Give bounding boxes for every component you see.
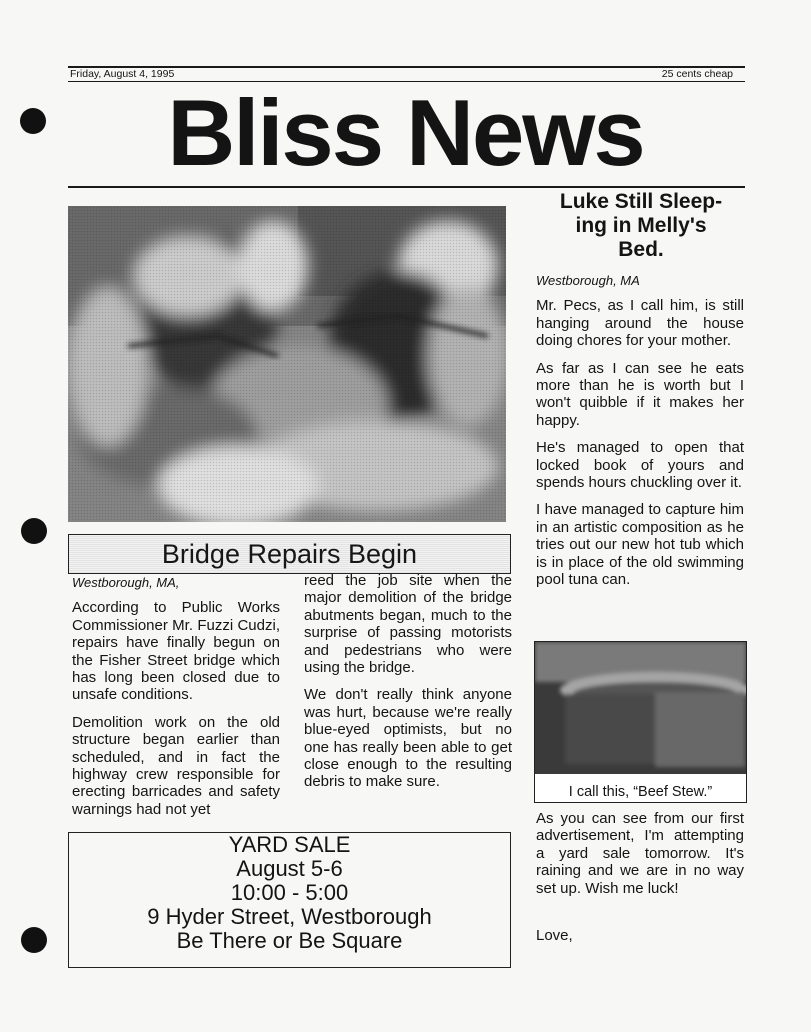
lead-headline-box [68,534,511,574]
side-headline [536,190,746,262]
side-headline-line: ing in Melly's [575,214,707,237]
hot-tub-photo [534,641,747,803]
side-location: Westborough, MA [536,273,640,288]
side-paragraph: Mr. Pecs, as I call him, is still hanging around the house doing chores for your mother. [536,297,744,350]
yard-sale-dates: August 5-6 [236,856,343,881]
yard-sale-title: YARD SALE [228,832,351,857]
yard-sale-slogan: Be There or Be Square [176,928,403,953]
issue-price: 25 cents cheap [661,68,733,80]
lead-location: Westborough, MA, [72,575,180,590]
masthead-title: Bliss News [167,80,644,185]
construction-photo [68,206,506,522]
yard-sale-address: 9 Hyder Street, Westborough [147,904,432,929]
lead-paragraph: According to Public Works Commissioner Mr. Fuzzi Cudzi, repairs have finally begun on the Fisher Street bridge which has long been closed due to unsafe conditions. [72,599,280,704]
yard-sale-ad [68,832,511,968]
lead-paragraph: reed the job site when the major demolition of the bridge abutments began, much to the surprise of passing motorists and pedestrians who were using the bridge. [304,572,512,677]
side-paragraph: He's managed to open that locked book of yours and spends hours chuckling over it. [536,439,744,492]
photo-caption: I call this, “Beef Stew.” [568,784,713,800]
lead-column-1 [72,574,280,828]
lead-paragraph: We don't really think anyone was hurt, because we're really blue-eyed optimists, but no one has really been able to get close enough to the resulting debris to make sure. [304,686,512,791]
lead-headline: Bridge Repairs Begin [161,539,418,569]
signoff: Love, [536,927,573,945]
construction-photo-image [68,206,506,522]
side-headline-line: Bed. [618,238,664,261]
binder-hole-middle [21,518,47,544]
issue-date: Friday, August 4, 1995 [70,68,175,80]
side-paragraph: As far as I can see he eats more than he is worth but I won't quibble if it makes her happy. [536,359,744,429]
yard-sale-hours: 10:00 - 5:00 [230,880,349,905]
side-paragraph: I have managed to capture him in an artistic composition as he tries out our new hot tub which is in place of the old swimming pool tuna can. [536,501,744,589]
lead-paragraph: Demolition work on the old structure began earlier than scheduled, and in fact the highway crew responsible for erecting barricades and safety warnings had not yet [72,713,280,818]
side-rule [536,186,745,187]
side-paragraph: As you can see from our first advertisement, I'm attempting a yard sale tomorrow. It's raining and we are in no way set up. Wish me luck! [536,810,744,897]
side-column [536,272,744,599]
side-headline-line: Luke Still Sleep- [559,190,723,213]
hot-tub-photo-image [535,642,746,774]
lead-column-2 [304,572,512,801]
binder-hole-bottom [21,927,47,953]
side-column-lower [536,810,744,954]
